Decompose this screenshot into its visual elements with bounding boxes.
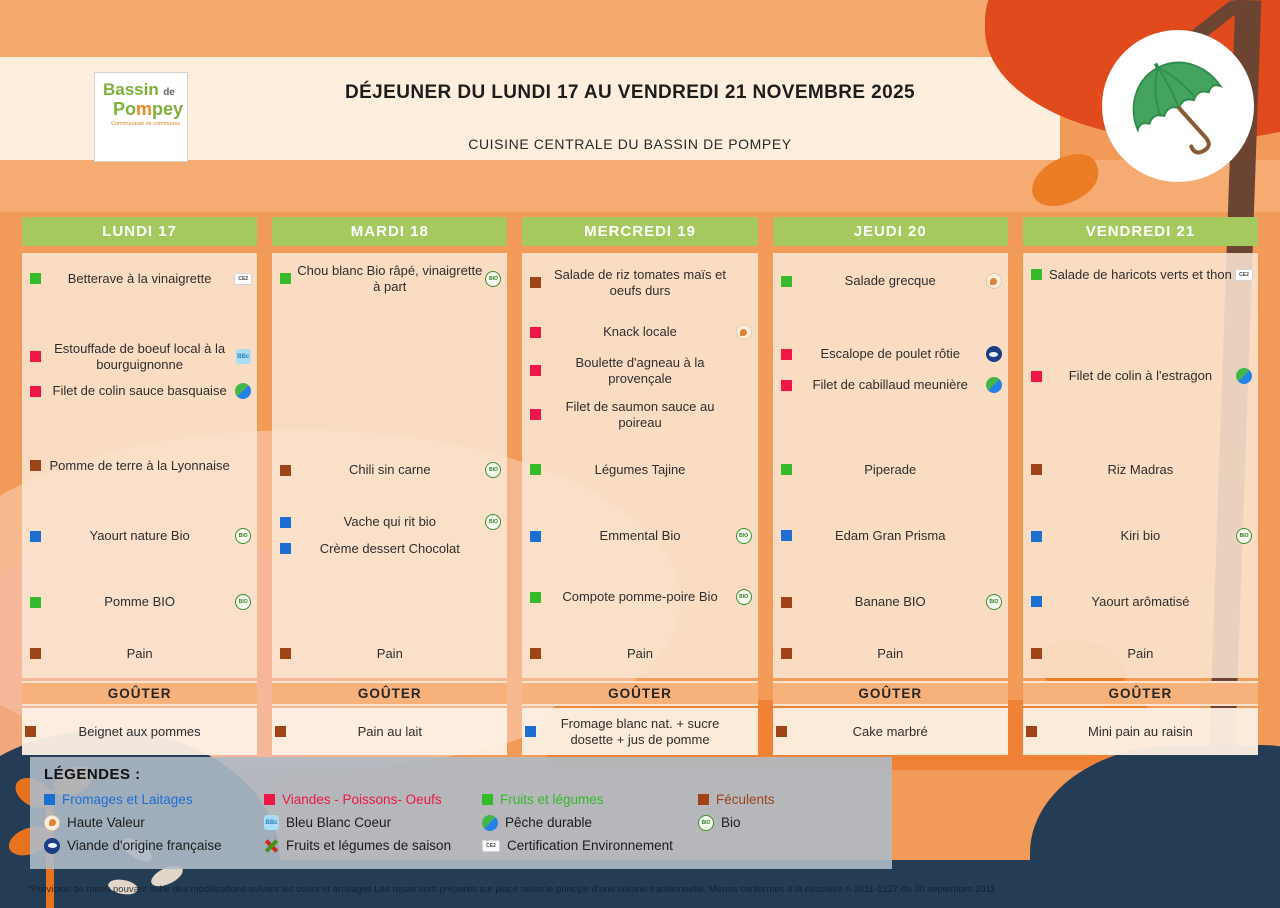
category-marker-laitages bbox=[44, 794, 55, 805]
legend-mark-peche bbox=[482, 815, 698, 831]
menu-item-label: Betterave à la vinaigrette bbox=[67, 271, 212, 286]
legend-mark-bio bbox=[698, 815, 868, 831]
category-marker-feculents bbox=[30, 460, 41, 471]
menu-item bbox=[778, 273, 1003, 289]
category-marker-fruits bbox=[530, 592, 541, 603]
menu-item-label: Kiri bio bbox=[1120, 528, 1161, 544]
category-marker-feculents bbox=[275, 726, 286, 737]
category-marker-laitages bbox=[530, 531, 541, 542]
bassin-de-pompey-logo: Bassin de Pompey Communauté de communes bbox=[94, 72, 188, 162]
day-header: MARDI 18 bbox=[272, 217, 507, 246]
menu-item-label: Edam Gran Prisma bbox=[834, 528, 946, 543]
logo-text: Pompey bbox=[113, 98, 184, 119]
category-marker-feculents bbox=[776, 726, 787, 737]
footnote: *Prévision de menu pouvant subir des modifications suivant les cours et arrivages Les repas sont préparés sur place selon le principe d'une cuisine traditionnelle. Menus conformes à la circulaire n 2011-1227 du 30 septembre 2011 bbox=[28, 884, 996, 895]
logo-tagline: Communauté de communes bbox=[111, 120, 181, 127]
menu-item-icons bbox=[484, 462, 502, 478]
ce2-icon: CE2 bbox=[482, 840, 500, 852]
menu-item bbox=[527, 462, 752, 478]
menu-item-label: Fromage blanc nat. + sucre dosette + jus de pomme bbox=[560, 715, 720, 747]
menu-item-label: Mini pain au raisin bbox=[1088, 723, 1193, 739]
menu-item-icons bbox=[1235, 368, 1253, 384]
vf-icon bbox=[986, 346, 1002, 362]
menu-item bbox=[1028, 646, 1253, 662]
menu-item-label: Légumes Tajine bbox=[594, 462, 686, 477]
ce2-icon: CE2 bbox=[234, 273, 252, 285]
menu-item bbox=[277, 541, 502, 557]
category-marker-feculents bbox=[30, 648, 41, 659]
page-subtitle: CUISINE CENTRALE DU BASSIN DE POMPEY bbox=[468, 136, 792, 152]
peche-icon bbox=[1236, 368, 1252, 384]
menu-item bbox=[778, 646, 1003, 662]
bio-icon: BIO bbox=[235, 528, 251, 544]
category-marker-viandes bbox=[30, 351, 41, 362]
legend-panel bbox=[30, 757, 892, 869]
menu-item-label: Chou blanc Bio râpé, vinaigrette à part bbox=[297, 263, 483, 294]
legend-label: Bleu Blanc Coeur bbox=[286, 815, 392, 830]
legend-category-laitages bbox=[44, 792, 264, 807]
menu-item-icons bbox=[484, 271, 502, 287]
saison-icon bbox=[264, 838, 279, 853]
category-marker-laitages bbox=[280, 517, 291, 528]
menu-item bbox=[27, 646, 252, 662]
gouter-header: GOÛTER bbox=[22, 681, 257, 706]
menu-item bbox=[773, 724, 1008, 740]
legend-label: Haute Valeur bbox=[67, 815, 145, 830]
menu-item bbox=[778, 462, 1003, 478]
umbrella-badge bbox=[1102, 30, 1254, 182]
menu-item bbox=[1028, 528, 1253, 544]
category-marker-laitages bbox=[280, 543, 291, 554]
menu-item bbox=[527, 646, 752, 662]
legend-mark-saison bbox=[264, 838, 482, 853]
menu-item bbox=[527, 324, 752, 340]
menu-item-icons bbox=[234, 383, 252, 399]
gouter-body bbox=[272, 708, 507, 755]
page-title: DÉJEUNER DU LUNDI 17 AU VENDREDI 21 NOVEMBRE 2025 bbox=[344, 82, 916, 103]
menu-item-label: Escalope de poulet rôtie bbox=[820, 346, 960, 362]
hv-icon bbox=[44, 815, 60, 831]
category-marker-feculents bbox=[280, 648, 291, 659]
category-marker-laitages bbox=[1031, 596, 1042, 607]
category-marker-feculents bbox=[25, 726, 36, 737]
bio-icon: BIO bbox=[485, 462, 501, 478]
menu-item-label: Boulette d'agneau à la provençale bbox=[575, 355, 705, 386]
category-marker-laitages bbox=[781, 530, 792, 541]
menu-item-label: Salade grecque bbox=[844, 273, 936, 289]
category-marker-viandes bbox=[264, 794, 275, 805]
menu-item-label: Pomme de terre à la Lyonnaise bbox=[49, 458, 230, 473]
legend-category-feculents bbox=[698, 792, 868, 807]
menu-item bbox=[778, 377, 1003, 393]
menu-item-label: Filet de colin à l'estragon bbox=[1068, 368, 1213, 384]
bio-icon: BIO bbox=[698, 815, 714, 831]
menu-item-label: Pain bbox=[626, 646, 654, 661]
menu-item-icons bbox=[234, 349, 252, 364]
category-marker-viandes bbox=[530, 327, 541, 338]
category-marker-viandes bbox=[530, 365, 541, 376]
menu-item-label: Banane BIO bbox=[854, 594, 926, 610]
menu-item bbox=[277, 263, 502, 294]
category-marker-fruits bbox=[30, 597, 41, 608]
menu-item-label: Chili sin carne bbox=[348, 462, 431, 478]
menu-item-label: Pomme BIO bbox=[104, 594, 175, 610]
menu-item-label: Pain bbox=[1127, 646, 1154, 661]
category-marker-laitages bbox=[30, 531, 41, 542]
menu-item bbox=[27, 458, 252, 474]
gouter-header: GOÛTER bbox=[773, 681, 1008, 706]
category-marker-fruits bbox=[280, 273, 291, 284]
menu-item-label: Yaourt nature Bio bbox=[89, 528, 190, 544]
menu-item bbox=[1023, 724, 1258, 740]
menu-item bbox=[22, 724, 257, 740]
menu-item-label: Cake marbré bbox=[852, 723, 928, 739]
category-marker-fruits bbox=[530, 464, 541, 475]
category-marker-fruits bbox=[781, 276, 792, 287]
legend-label: Pêche durable bbox=[505, 815, 593, 830]
menu-item-label: Emmental Bio bbox=[599, 528, 681, 544]
category-marker-viandes bbox=[530, 409, 541, 420]
peche-icon bbox=[986, 377, 1002, 393]
bio-icon: BIO bbox=[1236, 528, 1252, 544]
category-marker-feculents bbox=[280, 465, 291, 476]
gouter-header: GOÛTER bbox=[1023, 681, 1258, 706]
category-marker-laitages bbox=[1031, 531, 1042, 542]
vf-icon bbox=[44, 838, 60, 854]
category-marker-feculents bbox=[698, 794, 709, 805]
legend-label: Fromages et Laitages bbox=[62, 792, 193, 807]
menu-item-label: Filet de saumon sauce au poireau bbox=[565, 399, 715, 430]
bio-icon: BIO bbox=[736, 528, 752, 544]
menu-item bbox=[27, 271, 252, 287]
menu-item-icons bbox=[985, 594, 1003, 610]
category-marker-feculents bbox=[1026, 726, 1037, 737]
bio-icon: BIO bbox=[485, 514, 501, 530]
menu-item-icons bbox=[985, 377, 1003, 393]
menu-item bbox=[1028, 594, 1253, 610]
menu-item bbox=[277, 646, 502, 662]
menu-item-label: Compote pomme-poire Bio bbox=[562, 589, 718, 605]
menu-item bbox=[778, 346, 1003, 362]
gouter-body bbox=[1023, 708, 1258, 755]
gouter-body bbox=[522, 708, 757, 755]
menu-item-label: Pain bbox=[126, 646, 153, 661]
menu-item bbox=[527, 267, 752, 298]
peche-icon bbox=[235, 383, 251, 399]
menu-item bbox=[522, 716, 757, 747]
menu-item-icons bbox=[1235, 528, 1253, 544]
menu-item bbox=[778, 594, 1003, 610]
gouter-header: GOÛTER bbox=[272, 681, 507, 706]
legend-title: LÉGENDES : bbox=[44, 766, 141, 783]
menu-item bbox=[27, 594, 252, 610]
menu-item bbox=[527, 399, 752, 430]
menu-item-icons bbox=[735, 589, 753, 605]
legend-grid bbox=[44, 788, 892, 857]
legend-label: Fruits et légumes bbox=[500, 792, 604, 807]
menu-item-label: Filet de cabillaud meunière bbox=[812, 377, 968, 393]
category-marker-viandes bbox=[781, 380, 792, 391]
day-header: MERCREDI 19 bbox=[522, 217, 757, 246]
menu-item-label: Yaourt arômatisé bbox=[1091, 594, 1190, 609]
menu-item bbox=[527, 355, 752, 386]
legend-label: Féculents bbox=[716, 792, 775, 807]
bbc-icon: BBc bbox=[264, 815, 279, 830]
menu-item-label: Salade de haricots verts et thon bbox=[1048, 267, 1232, 282]
legend-mark-ce2 bbox=[482, 838, 698, 853]
menu-item bbox=[272, 724, 507, 740]
peche-icon bbox=[482, 815, 498, 831]
bio-icon: BIO bbox=[235, 594, 251, 610]
menu-item bbox=[27, 528, 252, 544]
menu-item-icons bbox=[234, 528, 252, 544]
legend-label: Viandes - Poissons- Oeufs bbox=[282, 792, 442, 807]
bbc-icon: BBc bbox=[236, 349, 251, 364]
legend-mark-hv bbox=[44, 815, 264, 831]
legend-label: Fruits et légumes de saison bbox=[286, 838, 452, 853]
category-marker-feculents bbox=[530, 648, 541, 659]
day-column bbox=[272, 217, 507, 755]
menu-item-label: Pain au lait bbox=[357, 723, 422, 739]
menu-item-label: Pain bbox=[376, 646, 403, 661]
category-marker-viandes bbox=[1031, 371, 1042, 382]
bio-icon: BIO bbox=[986, 594, 1002, 610]
legend-label: Certification Environnement bbox=[507, 838, 673, 853]
category-marker-laitages bbox=[525, 726, 536, 737]
menu-item-icons bbox=[985, 346, 1003, 362]
menu-item bbox=[527, 589, 752, 605]
menu-item bbox=[277, 462, 502, 478]
day-header: JEUDI 20 bbox=[773, 217, 1008, 246]
legend-mark-bbc bbox=[264, 815, 482, 830]
menu-item-icons bbox=[484, 514, 502, 530]
category-marker-fruits bbox=[30, 273, 41, 284]
day-header: VENDREDI 21 bbox=[1023, 217, 1258, 246]
logo-text: Bassin bbox=[103, 80, 159, 99]
menu-columns bbox=[22, 217, 1258, 755]
menu-item bbox=[778, 528, 1003, 544]
menu-item bbox=[1028, 267, 1253, 283]
menu-item-label: Piperade bbox=[864, 462, 917, 477]
day-column bbox=[773, 217, 1008, 755]
gouter-body bbox=[773, 708, 1008, 755]
menu-item-label: Beignet aux pommes bbox=[78, 723, 201, 739]
menu-item bbox=[27, 341, 252, 372]
category-marker-feculents bbox=[781, 648, 792, 659]
menu-item bbox=[277, 514, 502, 530]
legend-category-fruits bbox=[482, 792, 698, 807]
bio-icon: BIO bbox=[736, 589, 752, 605]
category-marker-viandes bbox=[781, 349, 792, 360]
category-marker-feculents bbox=[781, 597, 792, 608]
day-body bbox=[522, 253, 757, 678]
category-marker-fruits bbox=[482, 794, 493, 805]
menu-item bbox=[27, 383, 252, 399]
header bbox=[200, 82, 1060, 152]
day-column bbox=[522, 217, 757, 755]
menu-item bbox=[1028, 462, 1253, 478]
day-body bbox=[1023, 253, 1258, 678]
gouter-header: GOÛTER bbox=[522, 681, 757, 706]
menu-item-icons bbox=[735, 528, 753, 544]
menu-item-label: Estouffade de boeuf local à la bourguignonne bbox=[54, 341, 226, 372]
menu-item-label: Riz Madras bbox=[1107, 462, 1174, 477]
ce2-icon: CE2 bbox=[1235, 269, 1253, 281]
legend-mark-vf bbox=[44, 838, 264, 854]
day-body bbox=[773, 253, 1008, 678]
menu-item-label: Salade de riz tomates maïs et oeufs durs bbox=[554, 267, 726, 298]
menu-item-icons bbox=[985, 273, 1003, 289]
day-header: LUNDI 17 bbox=[22, 217, 257, 246]
day-body bbox=[22, 253, 257, 678]
day-body bbox=[272, 253, 507, 678]
menu-item-label: Filet de colin sauce basquaise bbox=[52, 383, 227, 399]
legend-category-viandes bbox=[264, 792, 482, 807]
menu-item-label: Knack locale bbox=[603, 324, 677, 340]
menu-item-icons bbox=[735, 324, 753, 340]
menu-item-icons bbox=[234, 594, 252, 610]
legend-label: Viande d'origine française bbox=[67, 838, 222, 853]
hv-icon bbox=[986, 273, 1002, 289]
category-marker-fruits bbox=[781, 464, 792, 475]
category-marker-feculents bbox=[1031, 464, 1042, 475]
menu-item-icons bbox=[1235, 269, 1253, 281]
menu-item-label: Vache qui rit bio bbox=[343, 514, 436, 530]
category-marker-fruits bbox=[1031, 269, 1042, 280]
menu-item-label: Crème dessert Chocolat bbox=[319, 541, 460, 556]
day-column bbox=[22, 217, 257, 755]
hv-icon bbox=[736, 324, 752, 340]
menu-item-label: Pain bbox=[877, 646, 904, 661]
gouter-body bbox=[22, 708, 257, 755]
category-marker-feculents bbox=[1031, 648, 1042, 659]
menu-item-icons bbox=[234, 273, 252, 285]
bio-icon: BIO bbox=[485, 271, 501, 287]
menu-item bbox=[527, 528, 752, 544]
legend-label: Bio bbox=[721, 815, 741, 830]
category-marker-feculents bbox=[530, 277, 541, 288]
category-marker-viandes bbox=[30, 386, 41, 397]
umbrella-icon bbox=[1118, 46, 1238, 166]
day-column bbox=[1023, 217, 1258, 755]
menu-item bbox=[1028, 368, 1253, 384]
